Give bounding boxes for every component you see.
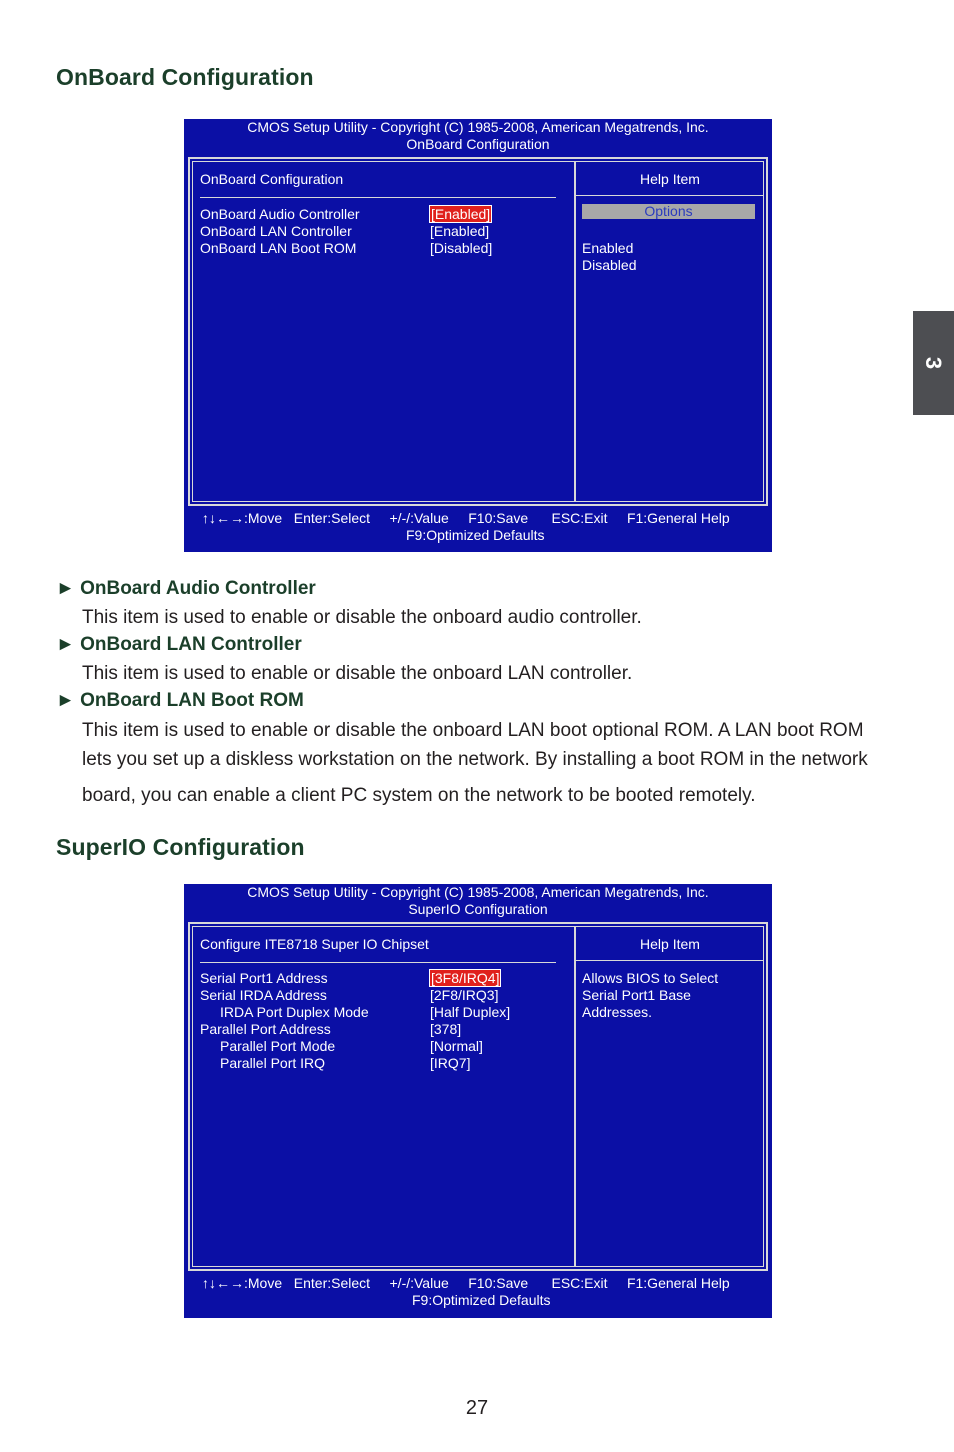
chapter-number: 3 xyxy=(921,356,947,370)
bios-help-title: Help Item xyxy=(640,936,700,952)
bios-panel-divider xyxy=(574,927,576,1266)
bios-copyright: CMOS Setup Utility - Copyright (C) 1985-2008, American Megatrends, Inc. xyxy=(247,884,709,900)
bios-screen-superio xyxy=(184,884,772,1318)
bios-screen-title: OnBoard Configuration xyxy=(406,135,550,152)
chapter-tab xyxy=(913,311,954,415)
bios-item-audio-value[interactable] xyxy=(430,206,491,223)
bios-copyright: CMOS Setup Utility - Copyright (C) 1985-2008, American Megatrends, Inc. xyxy=(247,119,709,135)
bios-screen-onboard xyxy=(184,119,772,552)
bios-inner-frame xyxy=(192,161,764,502)
bios-help-text: Allows BIOS to Select Serial Port1 Base Addresses. xyxy=(582,970,719,1020)
bios-item-parallel-address-value[interactable]: [378] xyxy=(430,1021,462,1037)
desc-heading-lanboot: ► OnBoard LAN Boot ROM xyxy=(56,690,304,711)
bios-item-parallel-irq-label[interactable]: Parallel Port IRQ xyxy=(220,1055,326,1071)
bios-item-irda-label[interactable]: Serial IRDA Address xyxy=(200,987,327,1003)
desc-text-lanboot-3: board, you can enable a client PC system on the network to be booted remotely. xyxy=(82,785,756,806)
bios-item-serial1-label[interactable]: Serial Port1 Address xyxy=(200,970,328,986)
bios-selected-value[interactable]: [Enabled] xyxy=(431,206,491,222)
bios-item-audio-label[interactable]: OnBoard Audio Controller xyxy=(200,206,360,222)
bios-item-irda-duplex-label[interactable]: IRDA Port Duplex Mode xyxy=(220,1004,369,1020)
bios-item-lan-value[interactable]: [Enabled] xyxy=(430,223,490,239)
desc-text-lan: This item is used to enable or disable the onboard LAN controller. xyxy=(82,663,633,684)
desc-heading-audio: ► OnBoard Audio Controller xyxy=(56,578,316,599)
bios-item-parallel-mode-label[interactable]: Parallel Port Mode xyxy=(220,1038,336,1054)
bios-option-disabled[interactable]: Disabled xyxy=(582,257,637,273)
bios-header xyxy=(184,119,772,152)
bios-option-enabled[interactable]: Enabled xyxy=(582,240,634,256)
bios-item-irda-duplex-value[interactable]: [Half Duplex] xyxy=(430,1004,511,1020)
bios-left-title: Configure ITE8718 Super IO Chipset xyxy=(200,936,429,952)
bios-footer-keys: ↑↓←→:Move Enter:Select +/-/:Value F10:Save ESC:Exit F1:General Help xyxy=(202,1275,730,1291)
bios-item-parallel-address-label[interactable]: Parallel Port Address xyxy=(200,1021,331,1037)
bios-selected-value[interactable]: [3F8/IRQ4] xyxy=(431,970,500,986)
bios-footer-defaults: F9:Optimized Defaults xyxy=(406,527,545,543)
desc-text-lanboot-2: lets you set up a diskless workstation on the network. By installing a boot ROM in the network xyxy=(82,749,868,770)
bios-item-lanboot-label[interactable]: OnBoard LAN Boot ROM xyxy=(200,240,357,256)
bios-item-lan-label[interactable]: OnBoard LAN Controller xyxy=(200,223,352,239)
bios-item-serial1-value[interactable] xyxy=(430,970,500,987)
bios-help-rule xyxy=(576,960,764,961)
bios-left-rule xyxy=(200,197,556,198)
bios-footer-defaults: F9:Optimized Defaults xyxy=(412,1292,551,1308)
bios-left-title: OnBoard Configuration xyxy=(200,171,344,187)
bios-header xyxy=(184,884,772,917)
bios-inner-frame xyxy=(192,926,764,1267)
section-title-superio: SuperIO Configuration xyxy=(56,834,305,860)
desc-text-audio: This item is used to enable or disable the onboard audio controller. xyxy=(82,607,642,628)
bios-frame xyxy=(188,922,768,1271)
bios-options-bar: Options xyxy=(582,204,755,219)
bios-item-irda-value[interactable]: [2F8/IRQ3] xyxy=(430,987,499,1003)
bios-footer-keys: ↑↓←→:Move Enter:Select +/-/:Value F10:Save ESC:Exit F1:General Help xyxy=(202,510,730,526)
bios-item-parallel-irq-value[interactable]: [IRQ7] xyxy=(430,1055,471,1071)
bios-frame xyxy=(188,157,768,506)
desc-text-lanboot-1: This item is used to enable or disable the onboard LAN boot optional ROM. A LAN boot ROM xyxy=(82,720,864,741)
bios-help-rule xyxy=(576,195,764,196)
section-title-onboard: OnBoard Configuration xyxy=(56,64,314,90)
bios-item-parallel-mode-value[interactable]: [Normal] xyxy=(430,1038,483,1054)
page-number: 27 xyxy=(465,1397,489,1419)
bios-left-rule xyxy=(200,962,556,963)
bios-screen-title: SuperIO Configuration xyxy=(408,900,548,917)
bios-panel-divider xyxy=(574,162,576,501)
bios-help-title: Help Item xyxy=(640,171,700,187)
bios-item-lanboot-value[interactable]: [Disabled] xyxy=(430,240,493,256)
desc-heading-lan: ► OnBoard LAN Controller xyxy=(56,634,302,655)
